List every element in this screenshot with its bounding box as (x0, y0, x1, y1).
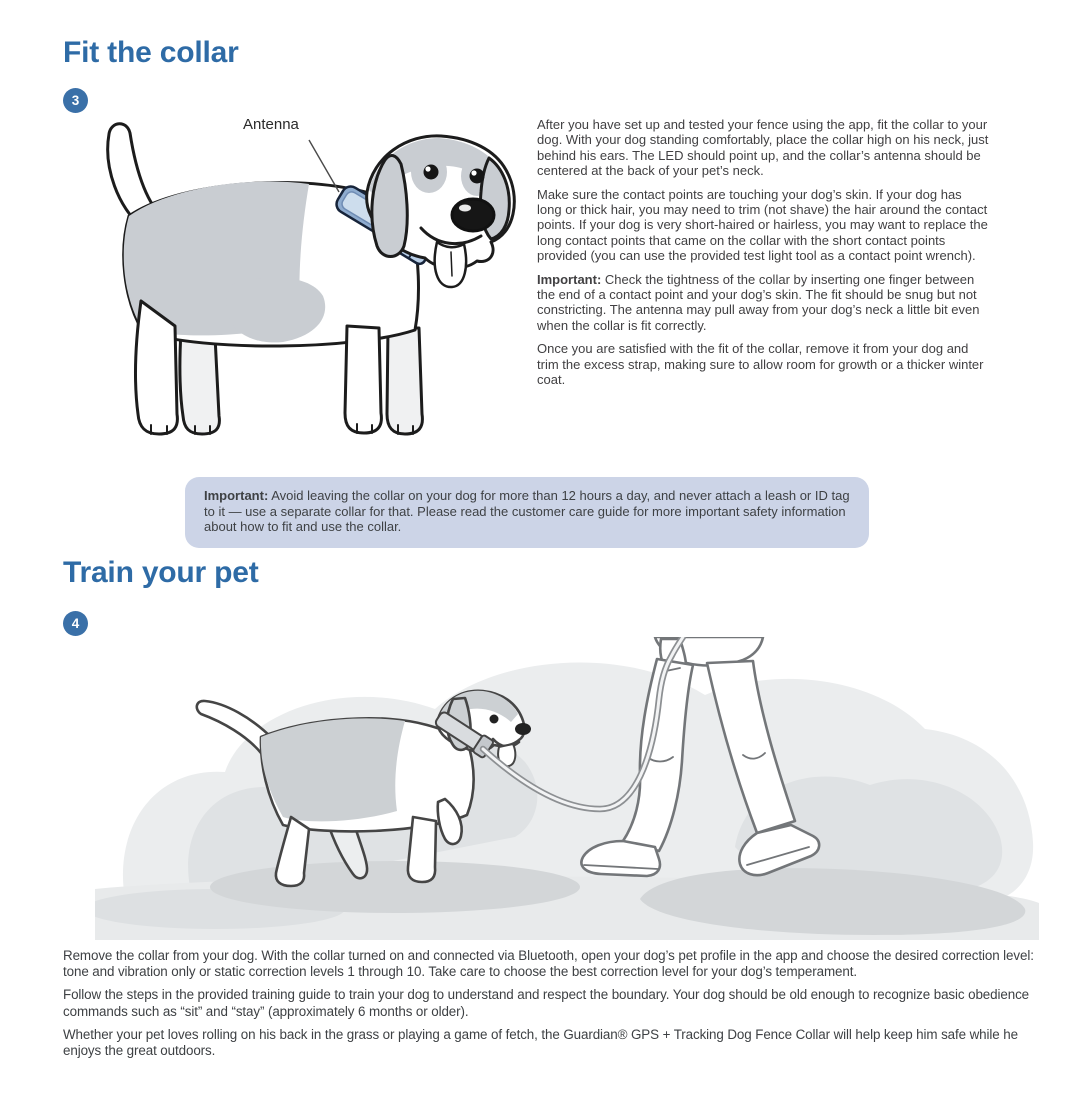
train-pet-text-block (63, 948, 1039, 1066)
fit-collar-text-column (537, 117, 989, 396)
person-front-shoe (581, 841, 660, 876)
fit-paragraph-1: After you have set up and tested your fence using the app, fit the collar to your dog. With your dog standing comfortably, place the collar high on his neck, just behind his ears. The LED should point up, and the collar’s antenna should be centered at the back of your pet’s neck. (537, 117, 989, 179)
beagle-collar-illustration-svg (85, 116, 537, 464)
dog-tongue (435, 242, 466, 287)
fit-paragraph-2: Make sure the contact points are touching your dog’s skin. If your dog has long or thick hair, you may need to trim (not shave) the hair around the contact points. If your dog is very short-haired or hairless, you may want to replace the long contact points that came on the collar with the short contact points provided (you can use the provided test light tool as a contact point wrench). (537, 186, 988, 264)
train-paragraph-3: Whether your pet loves rolling on his back in the grass or playing a game of fetch, the Guardian® GPS + Tracking Dog Fence Collar will help keep him safe while he enjoys the great outdoors. (63, 1026, 1018, 1059)
important-text: Check the tightness of the collar by inserting one finger between the end of a contact point and your dog’s skin. The fit should be snug but not constricting. The antenna may pull away from your dog’s neck a little bit even when the collar is fit correctly. (537, 271, 980, 333)
training-walk-illustration (95, 637, 1040, 940)
train-paragraph-1: Remove the collar from your dog. With the collar turned on and connected via Bluetooth, open your dog’s pet profile in the app and choose the desired correction level: tone and vibration only or static correction levels 1 through 10. Take care to choose the best correction level for your dog’s temperament. (63, 948, 1034, 980)
dog-nose (452, 199, 494, 231)
callout-paragraph (204, 488, 850, 535)
step-3-badge (63, 88, 88, 113)
fit-collar-title: Fit the collar (63, 36, 239, 69)
collar-fit-illustration (85, 116, 537, 464)
train-paragraph-2: Follow the steps in the provided training guide to train your dog to understand and respect the boundary. Your dog should be old enough to recognize basic obedience commands such as “sit” and “stay” (approximately 6 months or older). (63, 987, 1030, 1019)
step-4-number: 4 (71, 616, 80, 631)
antenna-label: Antenna (243, 116, 299, 133)
important-label: Important: (537, 271, 602, 287)
train-pet-title: Train your pet (63, 556, 259, 589)
dog-shadow (210, 861, 580, 913)
fit-paragraph-important (537, 272, 989, 334)
important-callout (185, 477, 869, 548)
callout-text: Avoid leaving the collar on your dog for more than 12 hours a day, and never attach a leash or ID tag to it — use a separate collar for that. Please read the customer care guide for more important safety information about how to fit and use the collar. (204, 488, 850, 535)
fit-paragraph-4: Once you are satisfied with the fit of the collar, remove it from your dog and trim the excess strap, making sure to allow room for growth or a thicker winter coat. (537, 341, 984, 388)
callout-label: Important: (204, 488, 269, 503)
step-3-number: 3 (71, 93, 80, 108)
training-walk-illustration-svg (95, 637, 1040, 940)
step-4-badge (63, 611, 88, 636)
